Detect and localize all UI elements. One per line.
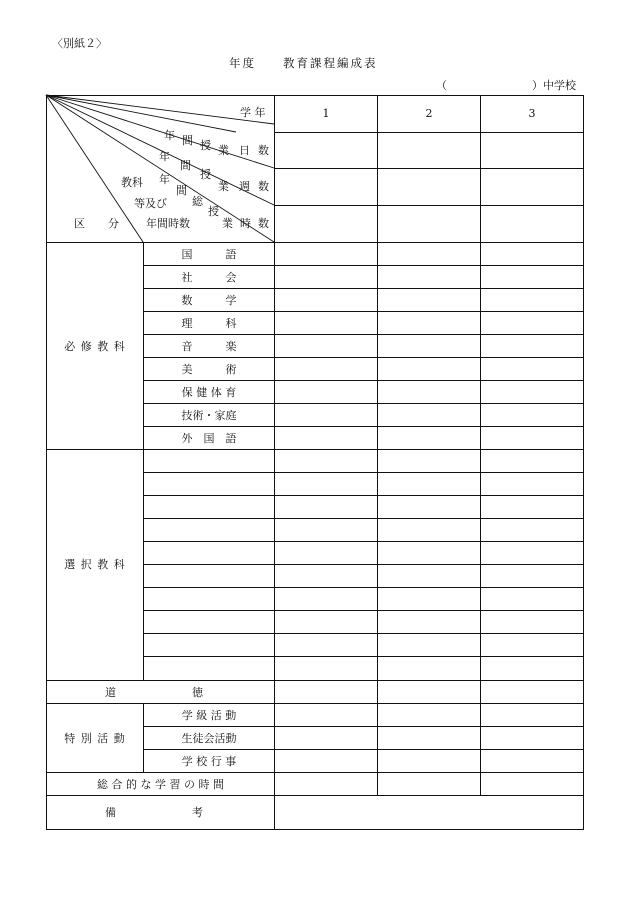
header-total-char: 数 (258, 217, 269, 230)
subject-name: 音 楽 (181, 340, 237, 353)
subject-name: 保 健 体 育 (181, 386, 237, 399)
header-division-char: 区 (74, 217, 85, 230)
header-weeks-char: 週 (239, 180, 250, 193)
grade-column-header: 1 (322, 107, 330, 120)
activity-name: 生徒会活動 (181, 732, 237, 745)
subject-name: 技術・家庭 (181, 409, 237, 422)
page-title: 年度 教育課程編成表 (229, 56, 378, 70)
header-days-char: 数 (258, 144, 269, 157)
header-grade-label: 学 年 (240, 106, 266, 119)
header-weeks-char: 年 (159, 150, 170, 163)
header-days-char: 日 (239, 144, 250, 157)
subject-name: 数 学 (181, 294, 237, 307)
elective-subjects-label: 選 択 教 科 (64, 558, 126, 571)
header-weeks-char: 授 (200, 168, 211, 181)
integrated-study-label: 総 合 的 な 学 習 の 時 間 (97, 778, 224, 791)
header-days-char: 業 (218, 144, 229, 157)
required-subjects-label: 必 修 教 科 (64, 340, 126, 353)
header-total-char: 間 (176, 184, 187, 197)
school-suffix: ）中学校 (532, 79, 576, 92)
remarks-label-char: 考 (192, 806, 203, 819)
remarks-label-char: 備 (105, 806, 116, 819)
moral-label-char: 徳 (192, 686, 203, 699)
header-total-char: 授 (208, 205, 219, 218)
subject-name: 外 国 語 (181, 432, 237, 445)
subject-name: 美 術 (181, 363, 237, 376)
header-division-char: 分 (108, 217, 119, 230)
moral-label-char: 道 (105, 686, 116, 699)
header-days-char: 間 (182, 134, 193, 147)
header-weeks-char: 数 (258, 180, 269, 193)
header-total-char: 年 (159, 173, 170, 186)
header-days-char: 授 (200, 139, 211, 152)
header-weeks-char: 間 (180, 159, 191, 172)
subject-name: 社 会 (181, 271, 237, 284)
activity-name: 学 級 活 動 (181, 709, 237, 722)
subject-name: 理 科 (181, 317, 237, 330)
grade-column-header: 3 (528, 107, 536, 120)
header-weeks-char: 業 (218, 180, 229, 193)
header-total-char: 時 (240, 217, 251, 230)
attachment-label: 〈別紙２〉 (52, 37, 107, 50)
header-total-char: 業 (222, 217, 233, 230)
school-open-paren: （ (436, 79, 447, 92)
remarks-input-area[interactable] (275, 796, 583, 829)
header-total-char: 総 (192, 195, 203, 208)
grade-column-header: 2 (425, 107, 433, 120)
activity-name: 学 校 行 事 (181, 755, 237, 768)
header-subjects-label: 年間時数 (146, 217, 190, 230)
header-days-char: 年 (164, 129, 175, 142)
subject-name: 国 語 (181, 248, 237, 261)
header-subjects-label: 等及び (134, 197, 167, 210)
special-activities-label: 特 別 活 動 (64, 732, 126, 745)
header-subjects-label: 教科 (121, 176, 143, 189)
